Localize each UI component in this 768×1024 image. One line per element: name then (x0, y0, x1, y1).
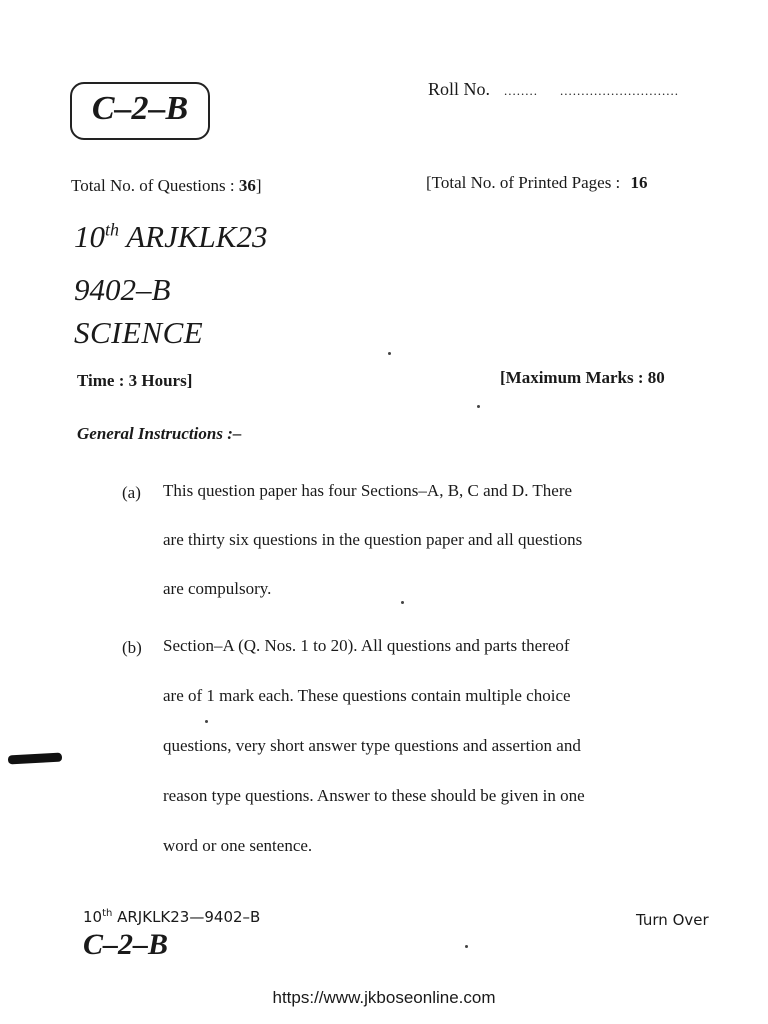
paper-code-title: 9402–B (74, 272, 171, 307)
class-number: 10 (74, 219, 105, 254)
footer-class-superscript: th (102, 908, 113, 919)
paper-code: C–2–B (91, 90, 189, 127)
max-marks: [Maximum Marks : 80 (500, 368, 665, 387)
instruction-a-line: are thirty six questions in the question paper and all questions (163, 530, 583, 549)
instruction-b-line: reason type questions. Answer to these should be given in one (163, 786, 585, 805)
exam-code: ARJKLK23 (126, 219, 268, 254)
roll-number-field (428, 79, 679, 100)
exam-title (74, 219, 267, 255)
footer-paper-code: C–2–B (83, 928, 169, 961)
total-pages (426, 173, 648, 193)
footer-class-number: 10 (83, 908, 103, 926)
paper-code-box (70, 82, 210, 140)
instruction-a-line: are compulsory. (163, 579, 272, 598)
turn-over: Turn Over (636, 911, 709, 929)
roll-dots-1: ........ (504, 83, 539, 98)
instructions-title: General Instructions :– (77, 424, 242, 443)
scan-speck (477, 405, 480, 408)
instruction-b-line: word or one sentence. (163, 836, 313, 855)
total-questions (71, 176, 262, 196)
roll-label: Roll No. (428, 79, 491, 99)
scan-speck (388, 352, 391, 355)
time-label: Time : 3 Hours] (77, 371, 193, 390)
footer-code-rest: ARJKLK23—9402–B (112, 908, 261, 926)
subject-title: SCIENCE (74, 315, 204, 350)
pages-label: [Total No. of Printed Pages : (426, 173, 621, 192)
instruction-b-line: Section–A (Q. Nos. 1 to 20). All questions and parts thereof (163, 636, 570, 655)
scan-speck (205, 720, 208, 723)
source-url[interactable]: https://www.jkboseonline.com (272, 988, 496, 1007)
instruction-b-line: are of 1 mark each. These questions contain multiple choice (163, 686, 571, 705)
instruction-a-marker: (a) (122, 483, 141, 502)
pages-value: 16 (630, 173, 648, 192)
scan-speck (401, 601, 404, 604)
roll-dots-2: ............................ (560, 83, 680, 98)
class-superscript: th (105, 219, 120, 240)
questions-label: Total No. of Questions : (71, 176, 235, 195)
questions-value: 36 (238, 176, 256, 195)
scan-smudge (8, 753, 62, 765)
scan-speck (465, 945, 468, 948)
questions-close: ] (255, 176, 262, 195)
instruction-a-line: This question paper has four Sections–A, B, C and D. There (163, 481, 573, 500)
instruction-b-marker: (b) (122, 638, 142, 657)
footer-code (83, 908, 260, 926)
instruction-b-line: questions, very short answer type questions and assertion and (163, 736, 581, 755)
